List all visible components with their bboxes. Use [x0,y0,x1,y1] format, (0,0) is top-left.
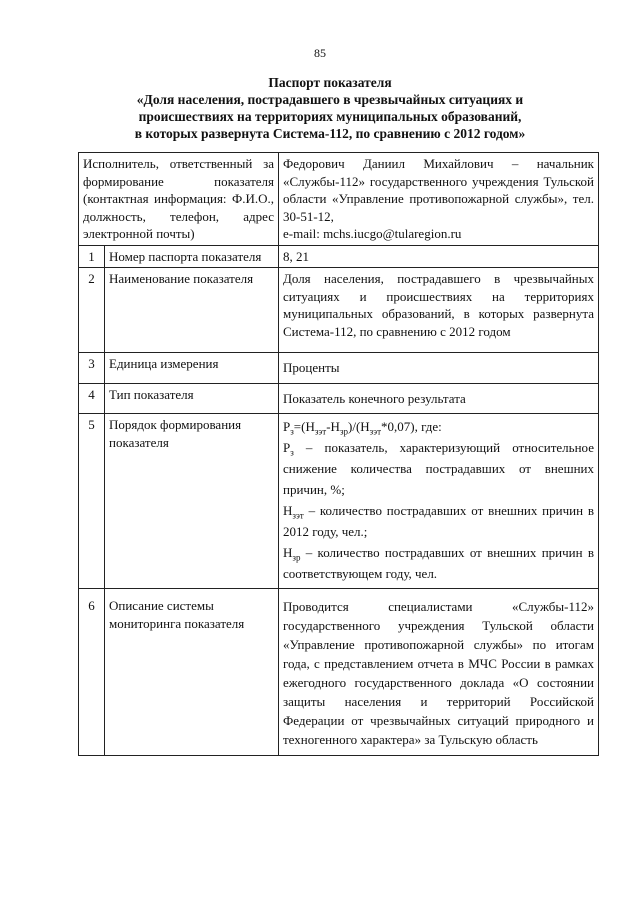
formula-definition-hzr: $Н_{зр}$ – количество пострадавших от внешних причин в соответствующем году, чел. [283,545,594,581]
formula-definition-r: $Р_з$ – показатель, характеризующий относительное снижение количества пострадавших от внешних причин, %; [283,440,594,497]
table-row [79,353,599,384]
title-line-4: в которых развернута Система-112, по сравнению с 2012 годом» [134,126,526,141]
table-row-executor [79,153,599,246]
page-number: 85 [314,46,326,60]
row-value: Показатель конечного результата [279,383,599,414]
passport-table [78,152,599,756]
formula: $Р_з=(Н_{зэт}-Н_{зр})/(Н_{зэт}*0,07)$, где: [283,419,442,437]
row-number: 2 [79,268,105,353]
table-row [79,383,599,414]
row-number: 5 [79,414,105,589]
row-value: Проводится специалистами «Службы-112» государственного учреждения Тульской области «Управление противопожарной службы» по итогам года, с представлением отчета в МЧС России в рамках ежегодного государственного доклада «О состоянии защиты населения и территорий Российской Федерации от чрезвычайных ситуаций природного и техногенного характера» за Тульскую область [279,589,599,756]
row-value: Доля населения, пострадавшего в чрезвычайных ситуациях и происшествиях на территориях муниципальных образований, в которых развернута Система-112, по сравнению с 2012 годом [279,268,599,353]
row-label: Номер паспорта показателя [105,245,279,268]
executor-value [279,153,599,246]
table-row [79,414,599,589]
row-number: 4 [79,383,105,414]
executor-email: e-mail: mchs.iucgo@tularegion.ru [283,226,462,241]
title-line-2: «Доля населения, пострадавшего в чрезвычайных ситуациях и [136,92,524,107]
table-row [79,589,599,756]
formula-cell [279,414,599,589]
row-value: 8, 21 [279,245,599,268]
row-label: Описание системы мониторинга показателя [105,589,279,756]
title-line-3: происшествиях на территориях муниципальных образований, [138,109,522,124]
executor-label: Исполнитель, ответственный за формирование показателя (контактная информация: Ф.И.О., должность, телефон, адрес электронной почты) [79,153,279,246]
row-label: Единица измерения [105,353,279,384]
table-row [79,268,599,353]
executor-info: Федорович Даниил Михайлович – начальник «Службы-112» государственного учреждения Тульской области «Управление противопожарной службы», тел. 30-51-12, [283,156,594,224]
formula-definition-hzet: $Н_{зэт}$ – количество пострадавших от внешних причин в 2012 году, чел.; [283,503,594,539]
row-number: 6 [79,589,105,756]
title-line-1: Паспорт показателя [268,75,392,90]
row-label: Порядок формирования показателя [105,414,279,589]
table-row [79,245,599,268]
row-value: Проценты [279,353,599,384]
row-number: 3 [79,353,105,384]
row-label: Наименование показателя [105,268,279,353]
row-number: 1 [79,245,105,268]
document-title [70,74,590,142]
row-label: Тип показателя [105,383,279,414]
